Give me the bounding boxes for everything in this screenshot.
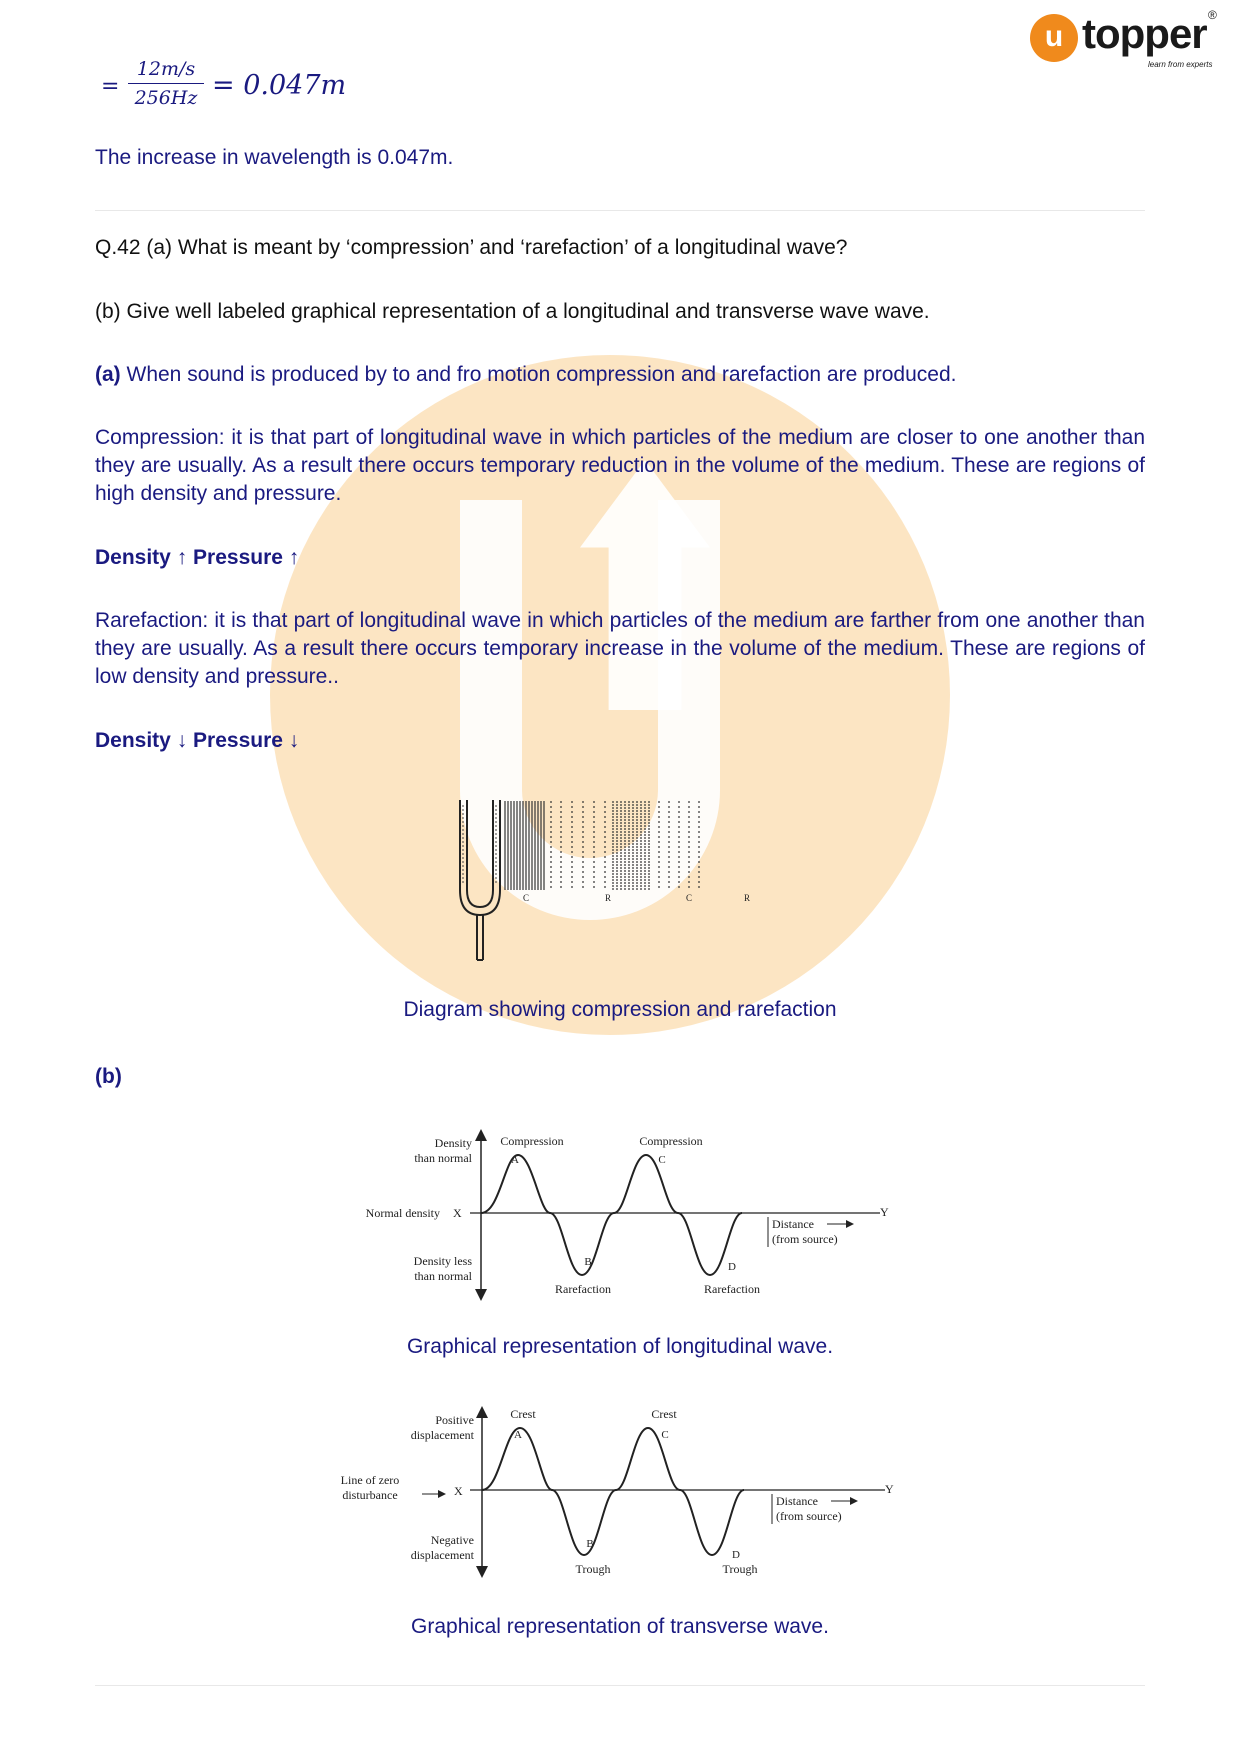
longitudinal-caption: Graphical representation of longitudinal wave.: [406, 1335, 834, 1358]
answer-a: [95, 361, 957, 389]
trans-trough-label-2: Trough: [722, 1562, 758, 1576]
long-y-bottom-2: than normal: [414, 1269, 472, 1283]
equation-fraction: [128, 58, 204, 109]
longitudinal-wave-curve: [481, 1155, 742, 1275]
divider: [95, 210, 1145, 211]
trans-x-mark: X: [454, 1484, 463, 1498]
long-axis-label-1: Distance: [772, 1217, 814, 1231]
long-y-end: Y: [880, 1205, 889, 1219]
trans-trough-letter-d: D: [732, 1549, 740, 1561]
logo-brand-text: topper: [1082, 10, 1207, 57]
long-peak-letter-a: A: [511, 1154, 519, 1166]
answer-a-label: (a): [95, 363, 121, 386]
compression-summary: Density ↑ Pressure ↑: [95, 546, 300, 569]
tuning-fork-diagram: [455, 795, 785, 965]
tuning-fork-caption: Diagram showing compression and rarefaction: [403, 998, 837, 1021]
long-axis-label-2: (from source): [772, 1232, 838, 1246]
rarefaction-definition: Rarefaction: it is that part of longitudinal wave in which particles of the medium are farther from one another than they are usually. As a result there occurs temporary increase in the volume of the medium. These are regions of low density and pressure..: [95, 609, 1145, 688]
registered-mark: ®: [1208, 8, 1217, 22]
rarefaction-summary: Density ↓ Pressure ↓: [95, 729, 300, 752]
long-trough-letter-d: D: [728, 1261, 736, 1273]
answer-a-text: When sound is produced by to and fro motion compression and rarefaction are produced.: [120, 363, 957, 386]
tuning-fork-icon: [460, 800, 500, 960]
fork-label-c2: C: [685, 893, 693, 903]
longitudinal-wave-graph: [340, 1125, 900, 1305]
fork-label-r2: R: [743, 893, 751, 903]
long-trough-label-1: Rarefaction: [555, 1282, 611, 1296]
trans-y-end: Y: [885, 1482, 894, 1496]
long-peak-label-2: Compression: [639, 1134, 703, 1148]
transverse-wave-curve: [482, 1428, 744, 1555]
long-x-mark: X: [453, 1206, 462, 1220]
trans-peak-label-1: Crest: [510, 1407, 536, 1421]
trans-y-mid-1: Line of zero: [340, 1473, 400, 1487]
equation-result: = 0.047m: [212, 70, 347, 101]
trans-y-mid-2: disturbance: [342, 1488, 398, 1502]
long-y-top-2: than normal: [414, 1151, 472, 1165]
trans-y-top-2: displacement: [410, 1428, 474, 1442]
fork-label-r1: R: [604, 893, 612, 903]
fraction-bar: [128, 83, 204, 84]
equation-equals: =: [101, 74, 120, 99]
air-layers: [505, 801, 699, 890]
answer-b-label: (b): [95, 1065, 122, 1088]
logo-badge-icon: u: [1030, 14, 1078, 62]
question-part-b: (b) Give well labeled graphical representation of a longitudinal and transverse wave wave.: [95, 300, 930, 323]
trans-peak-letter-c: C: [661, 1429, 669, 1441]
trans-trough-letter-b: B: [586, 1538, 594, 1550]
trans-peak-label-2: Crest: [651, 1407, 677, 1421]
trans-axis-label-2: (from source): [776, 1509, 842, 1523]
transverse-wave-graph: [340, 1400, 900, 1585]
long-trough-letter-b: B: [584, 1256, 592, 1268]
long-y-top-1: Density: [434, 1136, 472, 1150]
trans-y-top-1: Positive: [435, 1413, 474, 1427]
equation-numerator: 12m/s: [136, 58, 196, 80]
previous-answer: The increase in wavelength is 0.047m.: [95, 146, 454, 169]
topper-logo[interactable]: [1030, 10, 1230, 70]
trans-y-bottom-1: Negative: [430, 1533, 474, 1547]
logo-tagline: learn from experts: [1148, 60, 1213, 69]
long-trough-label-2: Rarefaction: [704, 1282, 760, 1296]
equation-denominator: 256Hz: [134, 87, 198, 109]
fork-label-c1: C: [522, 893, 530, 903]
long-y-mid: Normal density: [365, 1206, 440, 1220]
trans-axis-label-1: Distance: [776, 1494, 818, 1508]
long-peak-label-1: Compression: [500, 1134, 564, 1148]
long-y-bottom-1: Density less: [413, 1254, 472, 1268]
trans-y-bottom-2: displacement: [410, 1548, 474, 1562]
footer-divider: [95, 1685, 1145, 1686]
transverse-caption: Graphical representation of transverse wave.: [411, 1615, 829, 1638]
trans-peak-letter-a: A: [514, 1429, 522, 1441]
question-part-a: Q.42 (a) What is meant by ‘compression’ and ‘rarefaction’ of a longitudinal wave?: [95, 236, 848, 259]
trans-trough-label-1: Trough: [575, 1562, 611, 1576]
long-peak-letter-c: C: [658, 1154, 666, 1166]
compression-definition: Compression: it is that part of longitudinal wave in which particles of the medium are closer to one another than they are usually. As a result there occurs temporary reduction in the volume of the medium. These are regions of high density and pressure.: [95, 426, 1145, 505]
